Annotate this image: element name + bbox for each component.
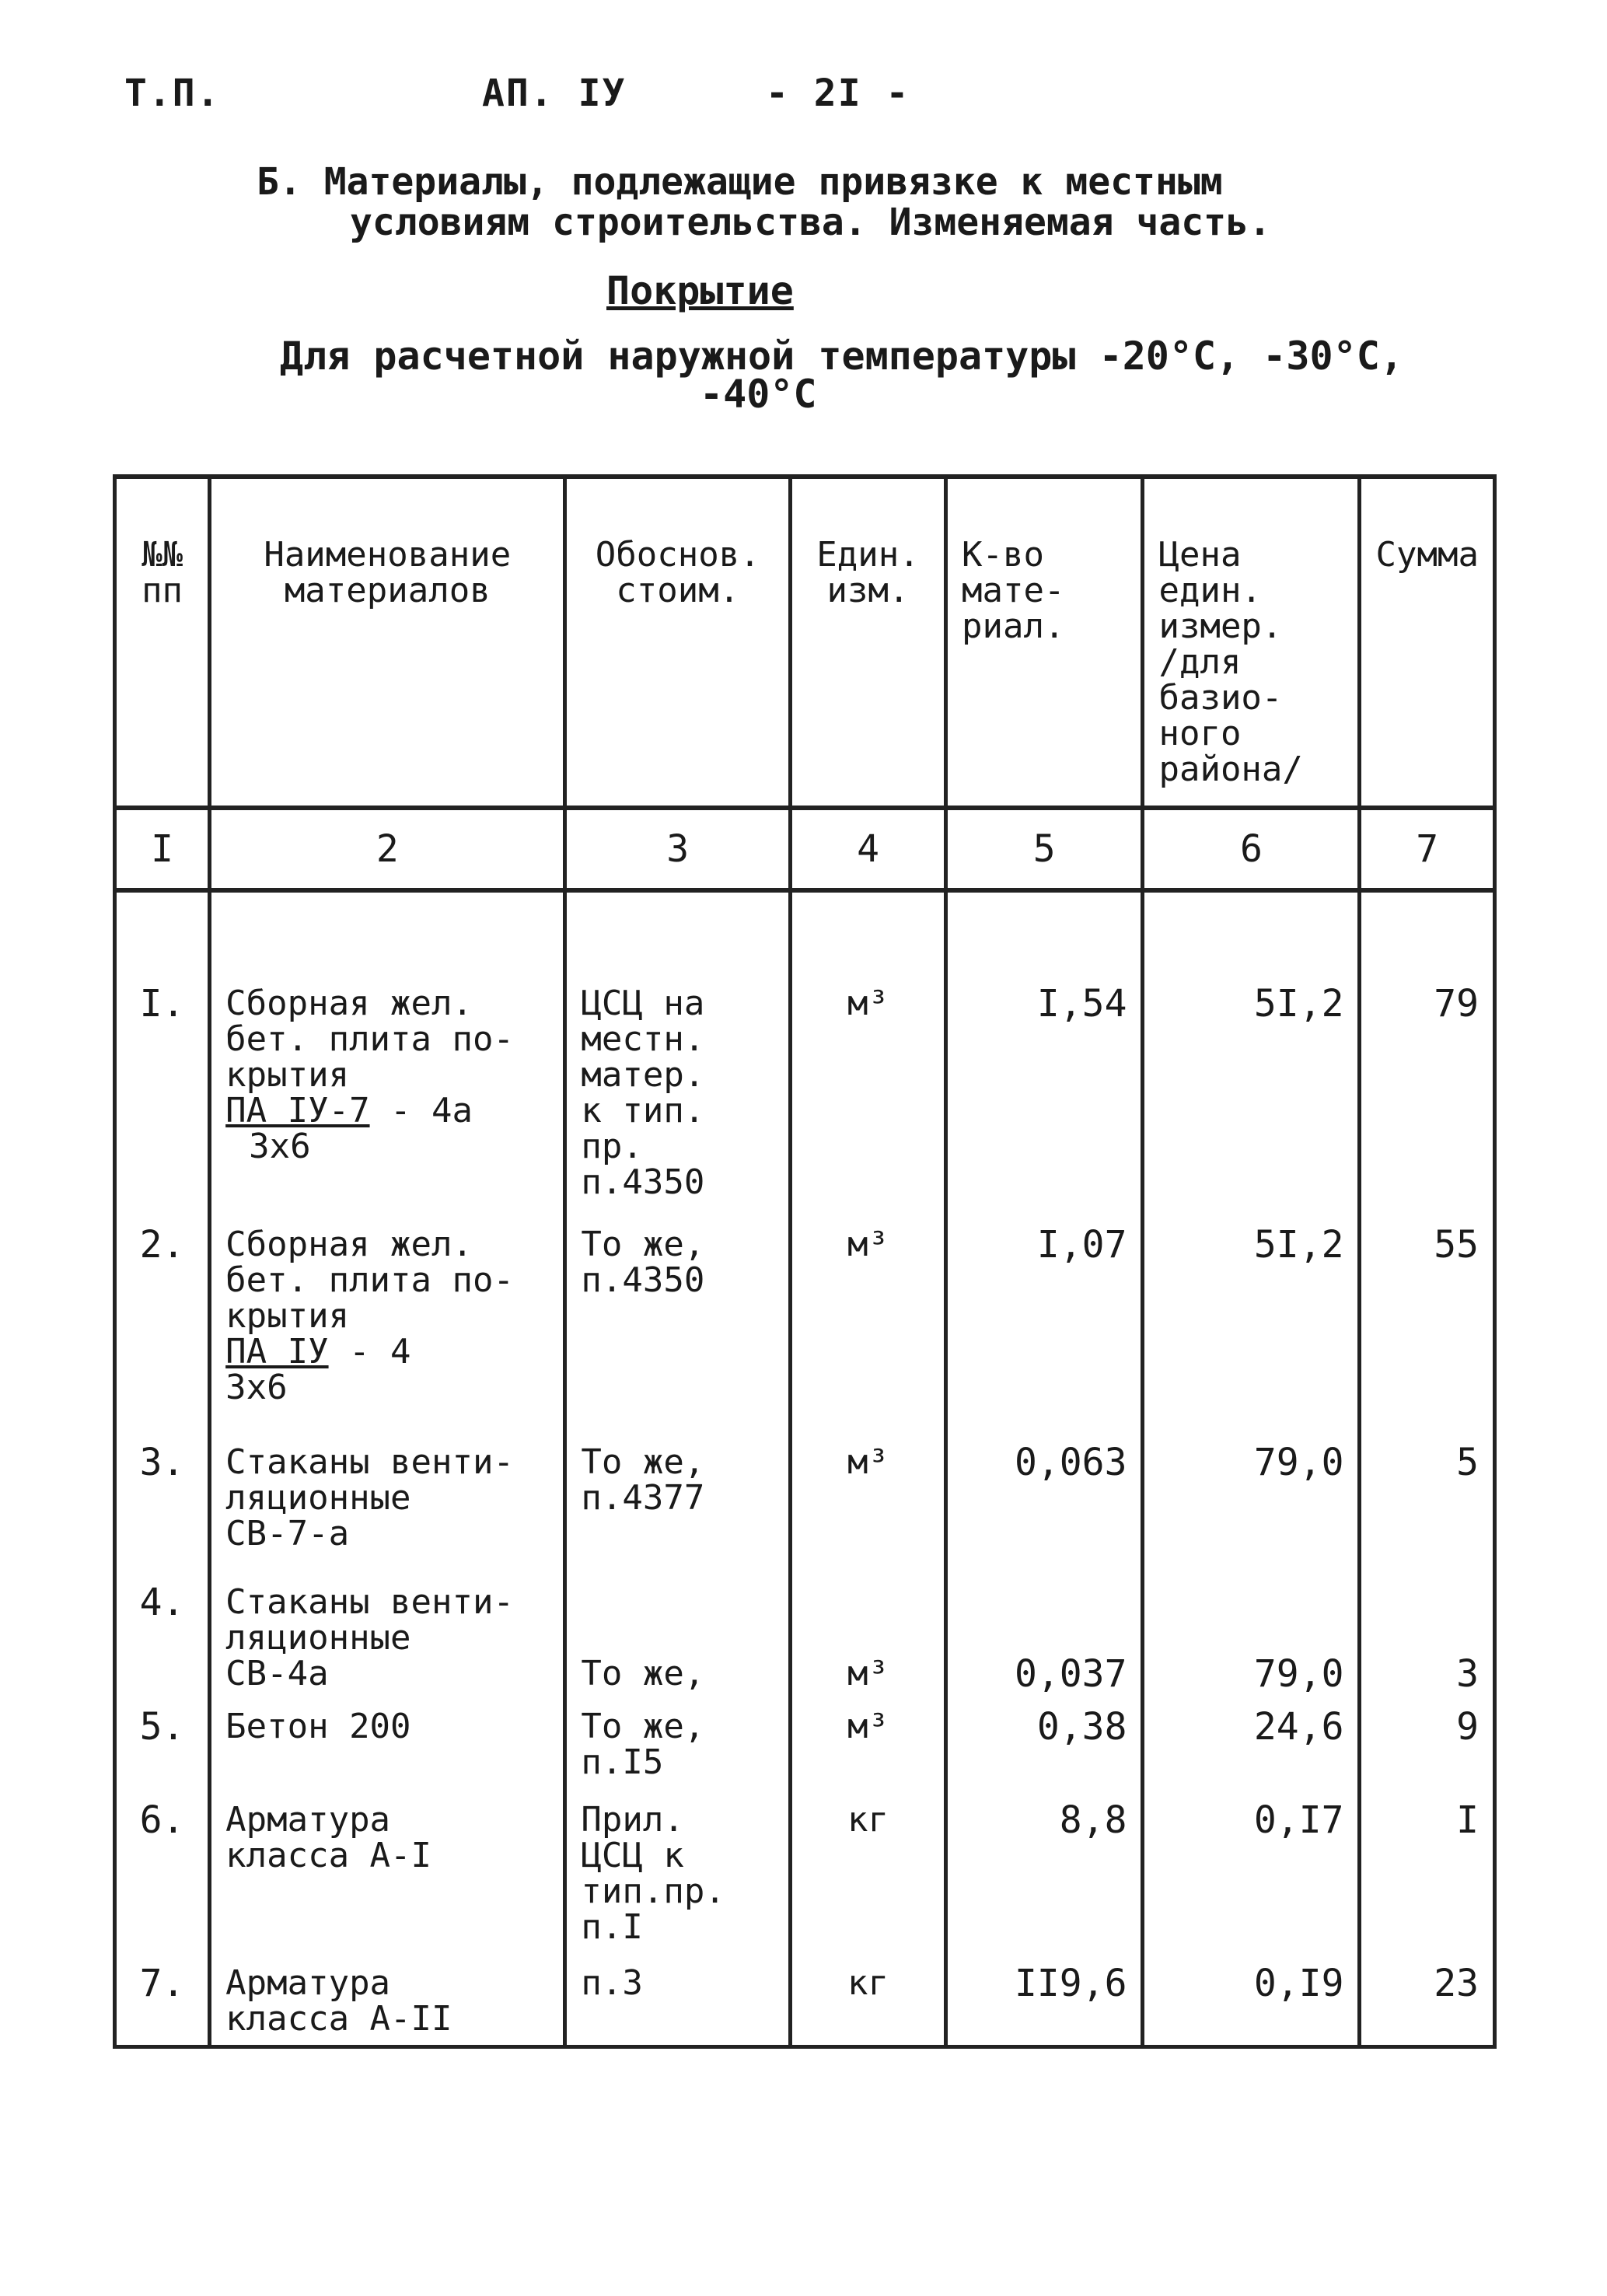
header-cell-no: №№ пп [115, 477, 210, 808]
section-subtitle: Покрытие [606, 268, 794, 313]
unit: м³ [791, 1219, 946, 1437]
unit: м³ [791, 1701, 946, 1795]
unit-price: 24,6 [1143, 1701, 1360, 1795]
header-cell-basis: Обоснов. стоим. [565, 477, 791, 808]
row-number: I. [115, 890, 210, 1219]
header-cell-price: Цена един. измер. /для базио- ного района/ [1143, 477, 1360, 808]
column-number: 7 [1360, 808, 1495, 890]
sum: 23 [1360, 1958, 1495, 2047]
sum: I [1360, 1795, 1495, 1958]
sum: 9 [1360, 1701, 1495, 1795]
header-cell-sum: Сумма [1360, 477, 1495, 808]
table-row [115, 890, 1495, 1219]
unit-price: 5I,2 [1143, 1219, 1360, 1437]
cost-basis: То же, [565, 1577, 791, 1701]
material-name: Стаканы венти- ляционные СВ-7-а [210, 1437, 565, 1577]
material-name: Сборная жел. бет. плита по- крытия ПА IУ - 4 3х6 [210, 1219, 565, 1437]
header-cell-name: Наименование материалов [210, 477, 565, 808]
quantity: I,54 [946, 890, 1143, 1219]
quantity: 0,38 [946, 1701, 1143, 1795]
column-number: 6 [1143, 808, 1360, 890]
product-mark: ПА IУ-7 [225, 1091, 370, 1131]
unit: кг [791, 1958, 946, 2047]
temperature-line1: Для расчетной наружной температуры -20°С, -30°С, [280, 334, 1403, 379]
material-name: Бетон 200 [210, 1701, 565, 1795]
unit: м³ [791, 890, 946, 1219]
column-number: 3 [565, 808, 791, 890]
unit: м³ [791, 1577, 946, 1701]
column-number: 2 [210, 808, 565, 890]
quantity: 0,063 [946, 1437, 1143, 1577]
row-number: 5. [115, 1701, 210, 1795]
unit-price: 79,0 [1143, 1577, 1360, 1701]
quantity: 0,037 [946, 1577, 1143, 1701]
material-name: Арматура класса А-II [210, 1958, 565, 2047]
row-number: 7. [115, 1958, 210, 2047]
header-left: Т.П. [124, 72, 221, 115]
material-name: Стаканы венти- ляционные СВ-4а [210, 1577, 565, 1701]
unit-price: 79,0 [1143, 1437, 1360, 1577]
sum: 79 [1360, 890, 1495, 1219]
unit-price: 0,I9 [1143, 1958, 1360, 2047]
cost-basis: ЦСЦ на местн. матер. к тип. пр. п.4350 [565, 890, 791, 1219]
row-number: 4. [115, 1577, 210, 1701]
material-name: Сборная жел. бет. плита по- крытия ПА IУ-7 - 4а 3х6 [210, 890, 565, 1219]
table-header-row [115, 477, 1495, 808]
row-number: 3. [115, 1437, 210, 1577]
header-cell-unit: Един. изм. [791, 477, 946, 808]
quantity: II9,6 [946, 1958, 1143, 2047]
cost-basis: То же, п.4350 [565, 1219, 791, 1437]
materials-table [113, 474, 1497, 2049]
table-row [115, 1701, 1495, 1795]
section-title-line2: условиям строительства. Изменяемая часть. [350, 201, 1271, 244]
column-number: 4 [791, 808, 946, 890]
unit: м³ [791, 1437, 946, 1577]
column-number-row [115, 808, 1495, 890]
cost-basis: То же, п.4377 [565, 1437, 791, 1577]
product-mark: ПА IУ [225, 1332, 329, 1372]
cost-basis: То же, п.I5 [565, 1701, 791, 1795]
table-row [115, 1577, 1495, 1701]
section-title [257, 162, 1291, 243]
sum: 5 [1360, 1437, 1495, 1577]
table-row [115, 1219, 1495, 1437]
page-number: - 2I - [766, 72, 910, 115]
unit-price: 5I,2 [1143, 890, 1360, 1219]
temperature-line2: -40°С [700, 372, 817, 417]
sum: 55 [1360, 1219, 1495, 1437]
table-row [115, 1795, 1495, 1958]
quantity: 8,8 [946, 1795, 1143, 1958]
header-center: АП. IУ [482, 72, 627, 115]
column-number: 5 [946, 808, 1143, 890]
sum: 3 [1360, 1577, 1495, 1701]
column-number: I [115, 808, 210, 890]
header-cell-qty: К-во мате- риал. [946, 477, 1143, 808]
table-row [115, 1958, 1495, 2047]
cost-basis: Прил. ЦСЦ к тип.пр. п.I [565, 1795, 791, 1958]
unit: кг [791, 1795, 946, 1958]
cost-basis: п.3 [565, 1958, 791, 2047]
table-row [115, 1437, 1495, 1577]
row-number: 6. [115, 1795, 210, 1958]
quantity: I,07 [946, 1219, 1143, 1437]
row-number: 2. [115, 1219, 210, 1437]
material-name: Арматура класса А-I [210, 1795, 565, 1958]
section-title-line1: Б. Материалы, подлежащие привязке к местным [257, 160, 1223, 204]
unit-price: 0,I7 [1143, 1795, 1360, 1958]
